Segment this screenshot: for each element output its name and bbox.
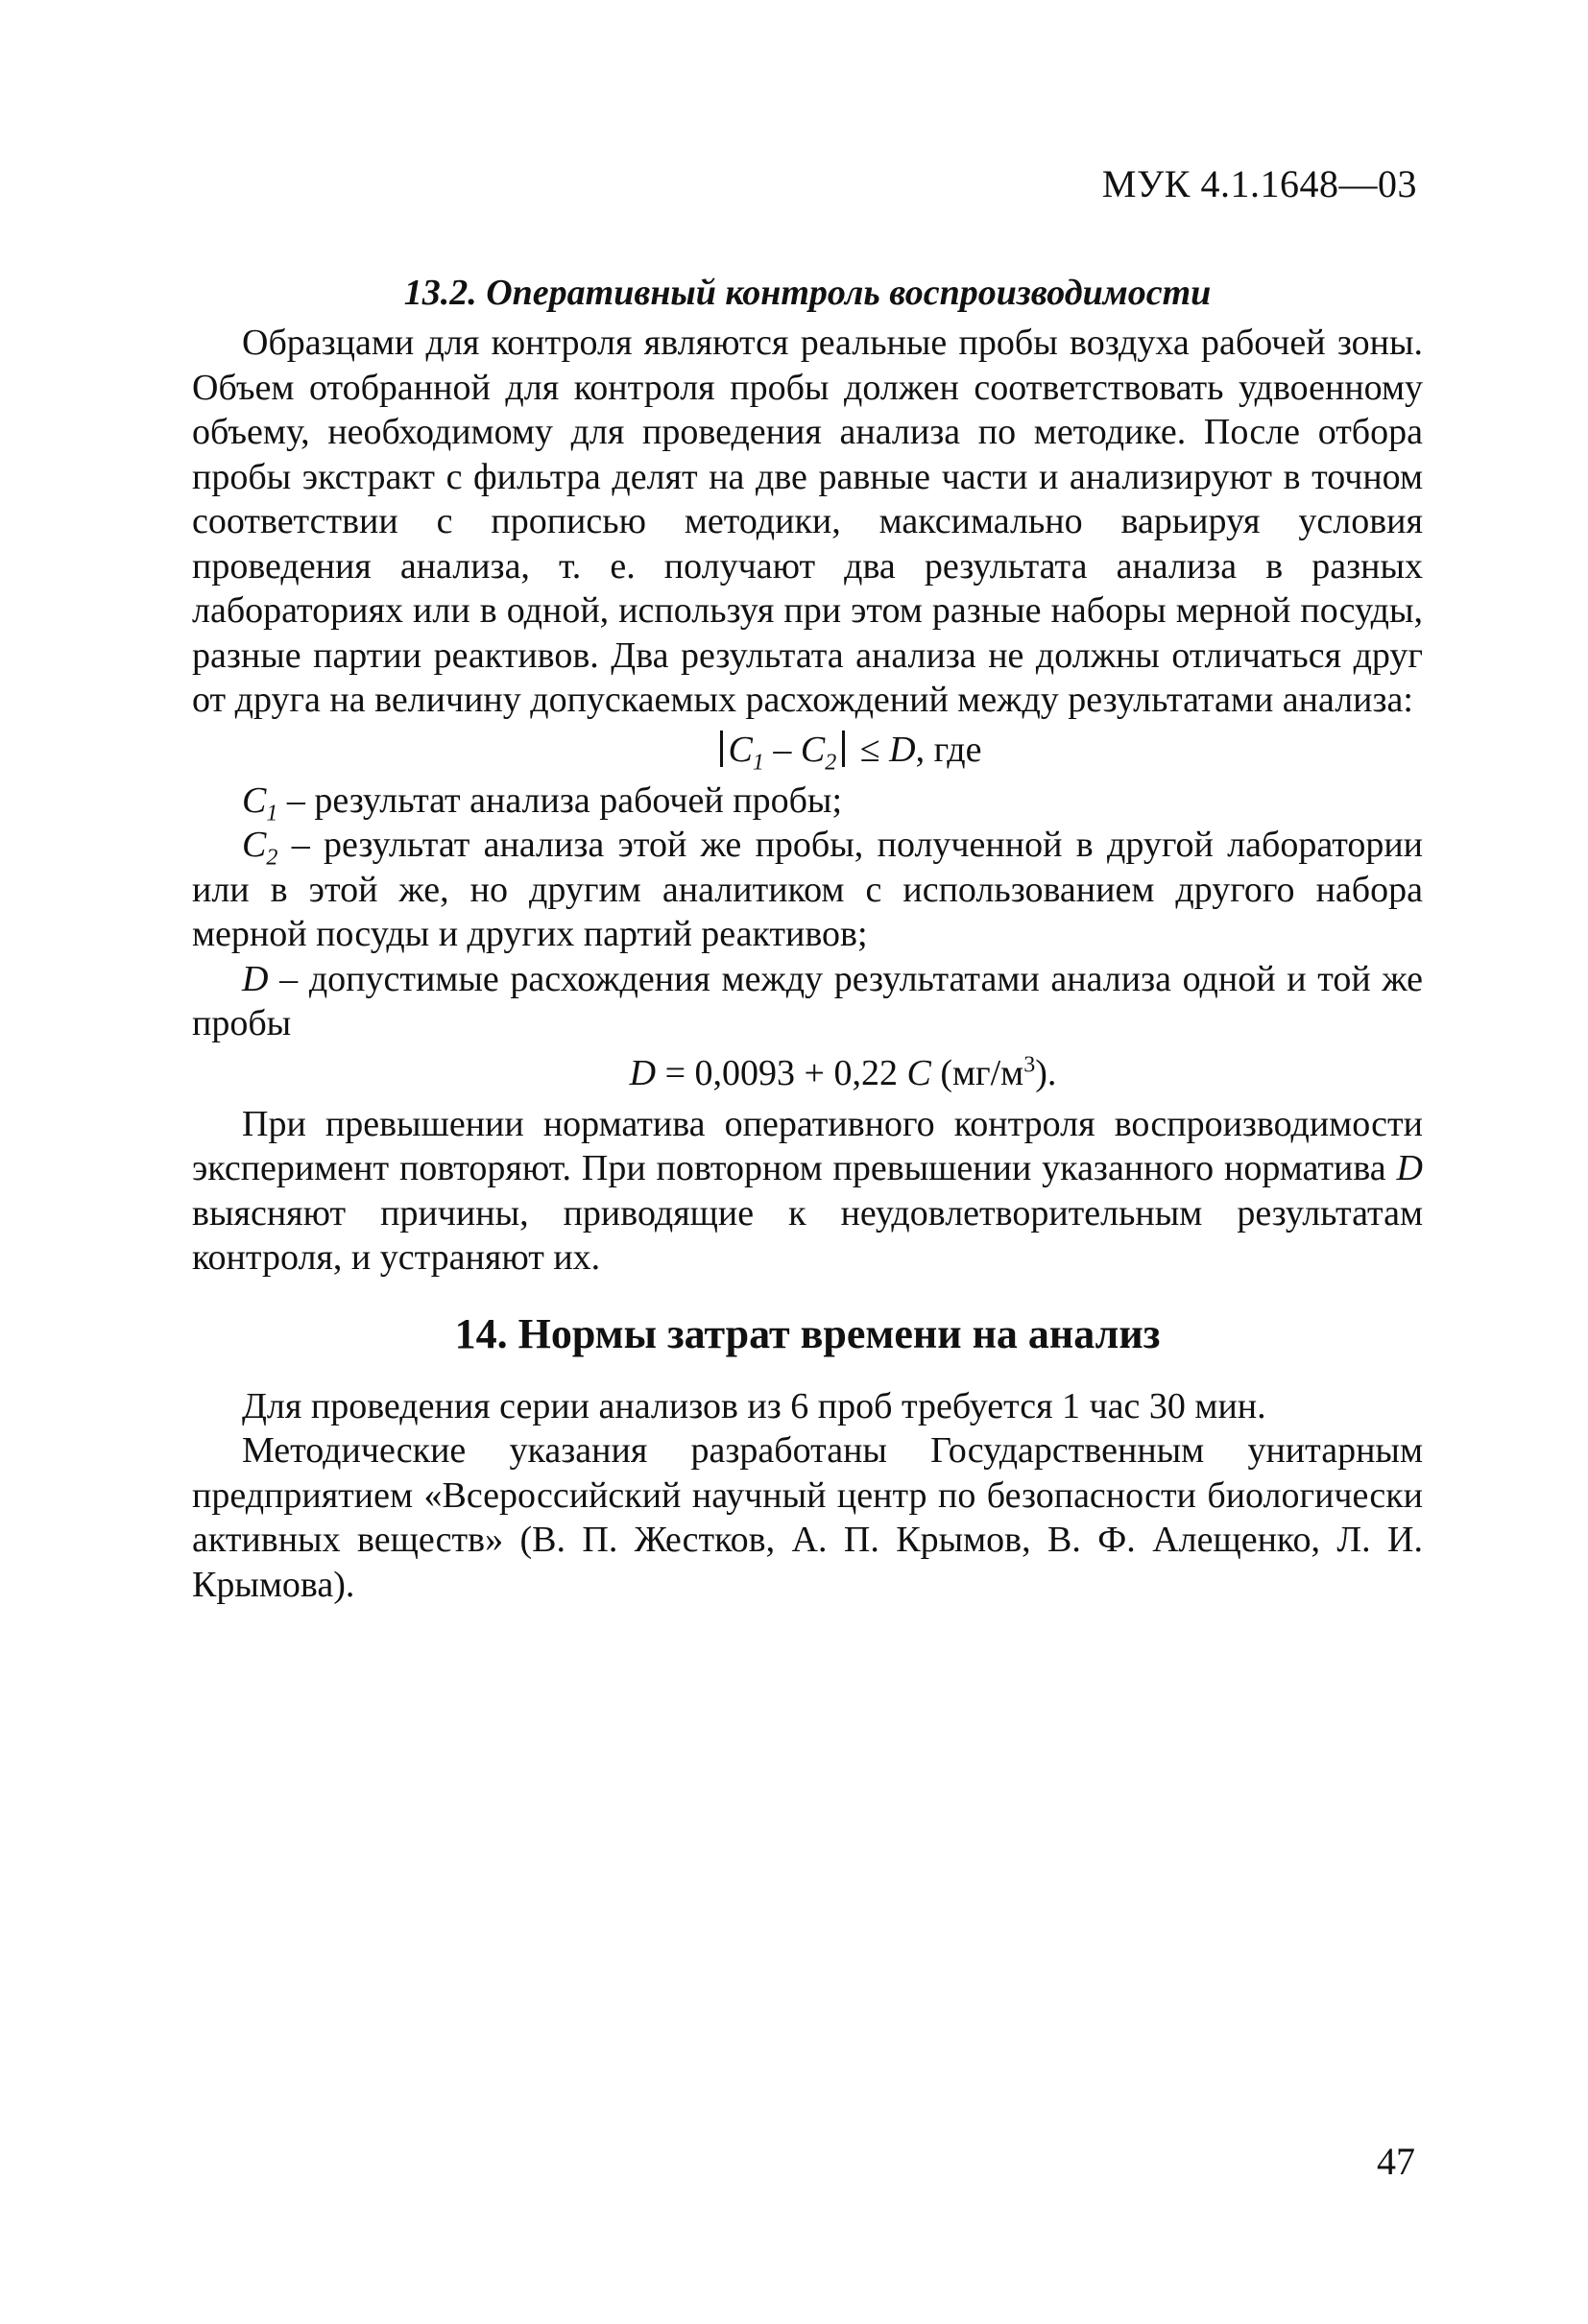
formula2-d-symbol: D [629, 1052, 657, 1093]
formula-c1-symbol: C [728, 729, 753, 770]
formula2-expression: = 0,0093 + 0,22 [656, 1052, 907, 1093]
paragraph-authors: Методические указания разработаны Государственным унитарным предприятием «Всероссийский научный центр по безопасности биологически активных веществ» (В. П. Жестков, А. П. Крымов, В. Ф. Алещенко, Л. И. Крымова). [192, 1430, 1423, 1605]
paragraph-exceedance [192, 1102, 1423, 1281]
formula-c2-symbol: C [800, 729, 826, 770]
definition-c2-subscript: 2 [266, 845, 278, 871]
document-code: МУК 4.1.1648—03 [1101, 162, 1417, 205]
formula-tolerance [192, 1050, 1423, 1096]
formula-c2-subscript: 2 [825, 750, 837, 776]
paragraph-exceedance-pre: При превышении норматива оперативного контроля воспроизводимости эксперимент повторяют. При повторном превышении указанного норматива [192, 1103, 1423, 1188]
definition-c1-subscript: 1 [266, 801, 278, 827]
formula-d-symbol: D [889, 729, 916, 770]
formula-relation: ≤ [859, 729, 880, 770]
formula-tail: , где [915, 729, 982, 770]
page-content [192, 271, 1423, 1607]
subsection-title: 13.2. Оперативный контроль воспроизводимости [403, 273, 1212, 313]
definition-c1-text: – результат анализа рабочей пробы; [277, 779, 843, 821]
formula-reproducibility [192, 727, 1423, 776]
formula2-unit-superscript: 3 [1023, 1051, 1036, 1077]
paragraph-exceedance-post: выясняют причины, приводящие к неудовлетворительным результатам контроля, и устраняют их. [192, 1192, 1423, 1278]
abs-bar-right [842, 731, 845, 767]
definition-c2-text: – результат анализа этой же пробы, полученной в другой лаборатории или в этой же, но другим аналитиком с использованием другого набора мерной посуды и других партий реактивов; [192, 825, 1423, 954]
formula2-c-symbol: C [906, 1052, 931, 1093]
paragraph-control-samples: Образцами для контроля являются реальные пробы воздуха рабочей зоны. Объем отобранной для контроля пробы должен соответствовать удвоенному объему, необходимому для проведения анализа по методике. После отбора пробы экстракт с фильтра делят на две равные части и анализируют в точном соответствии с прописью методики, максимально варьируя условия проведения анализа, т. е. получают два результата анализа в разных лабораториях или в одной, используя при этом разные наборы мерной посуды, разные партии реактивов. Два результата анализа не должны отличаться друг от друга на величину допускаемых расхождений между результатами анализа: [192, 323, 1423, 720]
definition-d-symbol: D [242, 958, 269, 999]
definition-d-text: – допустимые расхождения между результатами анализа одной и той же пробы [192, 958, 1423, 1043]
formula-c1-subscript: 1 [752, 750, 764, 776]
paragraph-exceedance-symbol: D [1396, 1148, 1423, 1188]
formula-minus: – [773, 729, 792, 770]
definition-c2 [192, 823, 1423, 957]
paragraph-time-norm: Для проведения серии анализов из 6 проб требуется 1 час 30 мин. [242, 1385, 1266, 1426]
formula2-unit-close: ). [1035, 1052, 1057, 1093]
formula2-unit: (мг/м [930, 1052, 1024, 1093]
definition-c2-symbol: C [242, 825, 267, 865]
definition-c1-symbol: C [242, 779, 267, 821]
section-title: 14. Нормы затрат времени на анализ [454, 1309, 1161, 1357]
definition-c1 [192, 779, 1423, 827]
page-number: 47 [1377, 2140, 1415, 2183]
definition-d [192, 957, 1423, 1046]
abs-bar-left [720, 731, 723, 767]
